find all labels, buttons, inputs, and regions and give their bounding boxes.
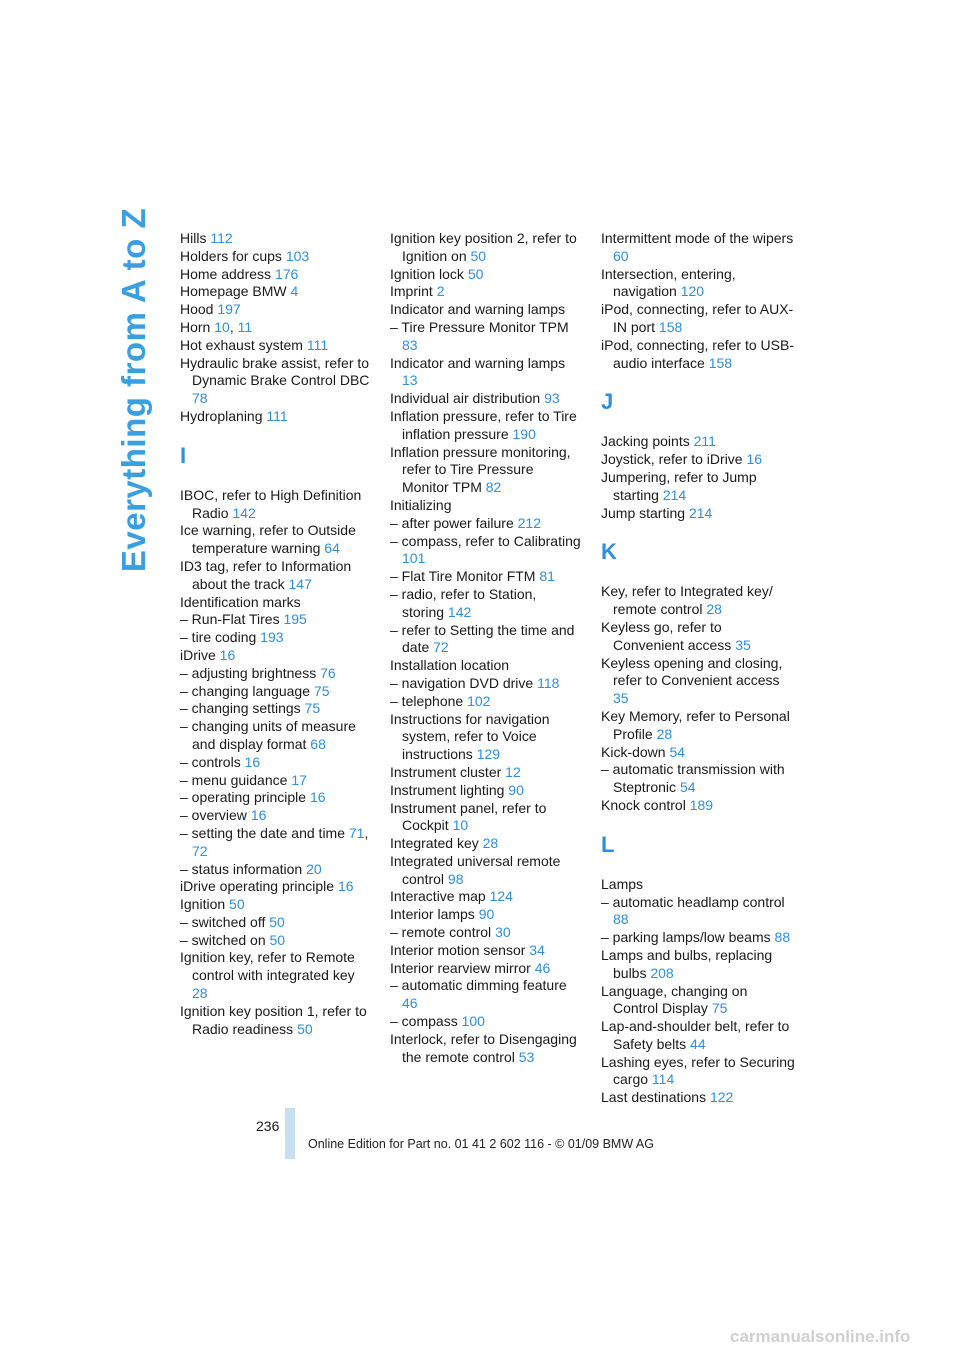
index-entry-text: Interactive map xyxy=(390,888,486,905)
index-entry xyxy=(390,1031,582,1067)
index-entry-text: Ignition key, refer to Remote control with integrated key xyxy=(180,949,355,984)
index-entry-text: Ignition lock xyxy=(390,265,464,282)
index-entry xyxy=(601,230,796,266)
page-reference-link[interactable]: 124 xyxy=(489,888,513,905)
index-entry-text: – changing language xyxy=(180,682,311,699)
index-column-3 xyxy=(601,230,796,1107)
index-entry xyxy=(390,764,582,782)
page-reference-link[interactable]: 83 xyxy=(402,336,418,353)
page-reference-link[interactable]: 88 xyxy=(774,929,791,946)
index-entry-text: Lap-and-shoulder belt, refer to Safety belts xyxy=(601,1018,790,1052)
page-reference-link[interactable]: 75 xyxy=(304,700,321,717)
index-entry xyxy=(390,355,582,391)
index-entry xyxy=(180,594,370,612)
index-entry-text: Initializing xyxy=(390,496,452,513)
page-reference-link[interactable]: 103 xyxy=(285,247,310,264)
index-entry xyxy=(601,337,796,373)
index-entry xyxy=(180,700,370,718)
index-entry xyxy=(180,248,370,266)
page-reference-link[interactable]: 28 xyxy=(656,725,673,742)
index-entry xyxy=(180,665,370,683)
index-entry-text: – status information xyxy=(180,860,303,877)
page-reference-link[interactable]: 60 xyxy=(613,247,629,264)
index-entry-text: Individual air distribution xyxy=(390,390,541,407)
page-reference-link[interactable]: 30 xyxy=(495,924,511,941)
index-entry-text: Instrument cluster xyxy=(390,763,502,780)
index-entry xyxy=(601,929,796,947)
index-entry-text: Integrated universal remote control xyxy=(390,852,561,887)
index-entry-text: Ignition xyxy=(180,896,226,913)
page-reference-link[interactable]: 101 xyxy=(402,550,426,567)
index-entry xyxy=(390,835,582,853)
index-entry xyxy=(390,283,582,301)
page-reference-link[interactable]: 76 xyxy=(320,664,336,681)
index-entry-text: Keyless go, refer to Convenient access xyxy=(601,618,732,653)
index-entry-text: Interior rearview mirror xyxy=(390,959,531,976)
index-entry xyxy=(180,949,370,1002)
index-entry xyxy=(390,693,582,711)
index-entry-text: – switched off xyxy=(180,913,266,930)
page-reference-link[interactable]: 176 xyxy=(274,265,299,282)
index-entry-text: Instrument panel, refer to Cockpit xyxy=(390,799,547,834)
page-reference-link[interactable]: 4 xyxy=(290,283,299,300)
page-reference-link[interactable]: 147 xyxy=(288,575,312,592)
index-entry xyxy=(390,622,582,658)
page-reference-link[interactable]: 158 xyxy=(658,318,683,335)
index-entry-text: – Flat Tire Monitor FTM xyxy=(390,568,536,585)
index-entry xyxy=(180,266,370,284)
page-reference-link[interactable]: 102 xyxy=(467,692,491,709)
index-entry-text: – automatic headlamp control xyxy=(601,893,785,910)
index-entry-text: – Tire Pressure Monitor TPM xyxy=(390,318,569,335)
index-entry-text: Home address xyxy=(180,265,272,282)
page-reference-link[interactable]: 214 xyxy=(688,504,713,521)
page-reference-link[interactable]: 75 xyxy=(313,682,330,699)
index-entry-text: Hydroplaning xyxy=(180,407,263,424)
index-entry xyxy=(180,283,370,301)
page-reference-link[interactable]: 50 xyxy=(229,896,245,913)
index-entry xyxy=(601,761,796,797)
page-reference-link[interactable]: 72 xyxy=(433,639,449,656)
page-reference-link[interactable]: 35 xyxy=(735,636,751,653)
index-entry xyxy=(390,266,582,284)
index-entry xyxy=(601,947,796,983)
index-entry xyxy=(390,230,582,266)
page-reference-link[interactable]: 50 xyxy=(297,1020,313,1037)
index-entry xyxy=(180,230,370,248)
index-entry xyxy=(180,754,370,772)
page-reference-link[interactable]: 50 xyxy=(269,913,285,930)
index-entry-text: iPod, connecting, refer to USB-audio interface xyxy=(601,336,794,371)
index-entry xyxy=(601,876,796,894)
index-entry-text: – automatic dimming feature xyxy=(390,977,567,994)
index-entry-text: – switched on xyxy=(180,931,266,948)
side-title-text: Everything from A to Z xyxy=(115,207,152,573)
index-entry xyxy=(180,355,370,408)
index-entry xyxy=(601,451,796,469)
index-entry-text: – radio, refer to Station, storing xyxy=(390,585,537,620)
page-reference-link[interactable]: 158 xyxy=(708,354,733,371)
page-reference-link[interactable]: 88 xyxy=(613,911,629,928)
page-reference-link[interactable]: 129 xyxy=(476,746,501,763)
index-entry xyxy=(390,533,582,569)
page-reference-link[interactable]: 68 xyxy=(310,735,326,752)
index-entry xyxy=(390,800,582,836)
index-entry-text: Language, changing on Control Display xyxy=(601,982,748,1017)
index-letter-heading: K xyxy=(601,539,617,565)
index-entry xyxy=(390,960,582,978)
page-reference-link[interactable]: 54 xyxy=(669,743,686,760)
index-entry xyxy=(601,797,796,815)
index-entry-text: Inflation pressure, refer to Tire inflation pressure xyxy=(390,407,577,442)
index-entry-text: – after power failure xyxy=(390,514,514,531)
index-entry xyxy=(601,655,796,708)
index-entry xyxy=(601,433,796,451)
page-reference-link[interactable]: 118 xyxy=(537,674,560,691)
page-reference-link[interactable]: 50 xyxy=(269,931,286,948)
page-reference-link[interactable]: 208 xyxy=(650,964,674,981)
page-reference-link[interactable]: 44 xyxy=(690,1035,706,1052)
page-reference-link[interactable]: 64 xyxy=(324,540,340,557)
index-entry-text: Kick-down xyxy=(601,743,666,760)
page-reference-link[interactable]: 90 xyxy=(508,781,524,798)
index-entry xyxy=(601,505,796,523)
index-entry xyxy=(180,337,370,355)
index-entry xyxy=(390,1013,582,1031)
page-reference-link[interactable]: 81 xyxy=(539,568,555,585)
index-entry-text: Knock control xyxy=(601,796,686,813)
index-entry xyxy=(390,888,582,906)
index-entry xyxy=(601,266,796,302)
page-reference-link[interactable]: 10 xyxy=(214,318,230,335)
page-reference-link[interactable]: 111 xyxy=(306,336,329,353)
index-entry-text: Key Memory, refer to Personal Profile xyxy=(601,707,790,742)
index-entry-text: Instrument lighting xyxy=(390,781,505,798)
index-entry-text: – automatic transmission with Steptronic xyxy=(601,761,785,796)
footer-edition-text: Online Edition for Part no. 01 41 2 602 116 - © 01/09 BMW AG xyxy=(308,1137,654,1151)
page-reference-link[interactable]: 16 xyxy=(337,878,354,895)
index-entry xyxy=(390,390,582,408)
index-entry-text: – controls xyxy=(180,753,241,770)
index-entry-text: Hills xyxy=(180,230,207,246)
page-reference-link[interactable]: 28 xyxy=(706,601,722,618)
index-entry-text: iPod, connecting, refer to AUX-IN port xyxy=(601,301,794,335)
page-reference-link[interactable]: 114 xyxy=(651,1071,675,1088)
page-reference-link[interactable]: 50 xyxy=(467,265,484,282)
page-reference-link[interactable]: 90 xyxy=(478,906,495,923)
page-reference-link[interactable]: 112 xyxy=(210,230,233,246)
page-reference-link[interactable]: 197 xyxy=(217,301,241,318)
index-entry-text: Hood xyxy=(180,301,214,318)
page-reference-link[interactable]: 100 xyxy=(461,1013,485,1030)
index-column-1 xyxy=(180,230,370,1038)
index-entry-text: Jumpering, refer to Jump starting xyxy=(601,468,757,503)
index-entry xyxy=(390,924,582,942)
index-entry xyxy=(390,568,582,586)
index-entry xyxy=(601,744,796,762)
index-entry-text: Key, refer to Integrated key/ remote control xyxy=(601,583,773,618)
page-reference-link[interactable]: 78 xyxy=(192,390,208,407)
index-entry xyxy=(601,1089,796,1107)
index-letter-heading: I xyxy=(180,442,187,468)
index-entry xyxy=(180,629,370,647)
index-entry-text: Instructions for navigation system, refer to Voice instructions xyxy=(390,710,550,763)
index-entry-text: Hydraulic brake assist, refer to Dynamic Brake Control DBC xyxy=(180,354,370,389)
index-entry-text: Interior lamps xyxy=(390,906,475,923)
index-entry-text: Holders for cups xyxy=(180,247,282,264)
page-number: 236 xyxy=(256,1118,280,1134)
index-letter-heading: J xyxy=(601,389,614,415)
index-entry xyxy=(601,894,796,930)
index-entry xyxy=(180,1003,370,1039)
index-entry-text: Lashing eyes, refer to Securing cargo xyxy=(601,1053,795,1088)
page-reference-link[interactable]: 122 xyxy=(709,1089,734,1106)
page-reference-link[interactable]: 28 xyxy=(192,985,208,1002)
index-entry: – setting the date and time 71, 72 xyxy=(180,824,369,859)
index-entry xyxy=(180,878,370,896)
index-entry-text: – refer to Setting the time and date xyxy=(390,621,575,656)
index-entry xyxy=(390,497,582,515)
index-entry-text: Indicator and warning lamps xyxy=(390,354,566,371)
index-entry xyxy=(601,1054,796,1090)
index-entry-text: – changing settings xyxy=(180,700,301,717)
page-reference-link[interactable]: 50 xyxy=(470,247,487,264)
page-reference-link[interactable]: 120 xyxy=(680,283,705,300)
page-reference-link[interactable]: 16 xyxy=(219,646,236,663)
page-reference-link[interactable]: 93 xyxy=(544,390,560,407)
index-entry-text: – overview xyxy=(180,807,247,824)
index-entry xyxy=(180,896,370,914)
page-reference-link[interactable]: 212 xyxy=(517,514,541,531)
index-entry-text: – changing units of measure and display format xyxy=(180,718,356,752)
index-entry-text: ID3 tag, refer to Information about the track xyxy=(180,557,352,592)
footer-accent-bar xyxy=(285,1108,295,1159)
page-reference-link[interactable]: 72 xyxy=(192,842,208,859)
index-entry-text: – Run-Flat Tires xyxy=(180,611,280,628)
index-entry-text: Joystick, refer to iDrive xyxy=(601,451,743,468)
page-reference-link[interactable]: 46 xyxy=(402,995,418,1012)
index-entry-text: Intersection, entering, navigation xyxy=(601,265,736,300)
page-reference-link[interactable]: 10 xyxy=(452,817,469,834)
page-reference-link[interactable]: 111 xyxy=(266,407,288,424)
index-entry xyxy=(390,301,582,319)
page-reference-link[interactable]: 11 xyxy=(237,318,253,335)
index-entry-text: Keyless opening and closing, refer to Convenient access xyxy=(601,654,783,689)
index-entry-text: – remote control xyxy=(390,924,492,941)
index-entry-text: – compass xyxy=(390,1013,458,1030)
index-entry: Horn 10, 11 xyxy=(180,318,253,335)
page-reference-link[interactable]: 46 xyxy=(534,959,551,976)
index-letter-heading: L xyxy=(601,831,615,857)
index-entry-text: Interior motion sensor xyxy=(390,941,526,958)
page-reference-link[interactable]: 16 xyxy=(309,789,326,806)
page-reference-link[interactable]: 193 xyxy=(260,629,284,646)
page-reference-link[interactable]: 16 xyxy=(244,753,261,770)
index-entry xyxy=(390,675,582,693)
index-entry-text: – setting the date and time xyxy=(180,824,345,841)
index-entry xyxy=(601,619,796,655)
page-reference-link[interactable]: 2 xyxy=(436,283,445,300)
index-entry xyxy=(390,444,582,497)
page-reference-link[interactable]: 17 xyxy=(291,771,307,788)
page-reference-link[interactable]: 20 xyxy=(306,860,322,877)
index-entry-text: Identification marks xyxy=(180,593,301,610)
index-entry-text: iDrive operating principle xyxy=(180,878,335,895)
index-entry xyxy=(180,861,370,879)
index-entry-text: Lamps and bulbs, replacing bulbs xyxy=(601,946,773,981)
index-entry xyxy=(601,469,796,505)
index-entry-text: Imprint xyxy=(390,283,433,300)
index-entry-text: – telephone xyxy=(390,692,464,709)
index-entry-text: Horn xyxy=(180,318,211,335)
index-entry-text: Jump starting xyxy=(601,504,686,521)
page-reference-link[interactable]: 195 xyxy=(283,611,307,628)
page-reference-link[interactable]: 214 xyxy=(662,486,687,503)
index-entry-text: Last destinations xyxy=(601,1089,707,1106)
page-reference-link[interactable]: 98 xyxy=(447,870,464,887)
index-entry xyxy=(390,977,582,1013)
page-reference-link[interactable]: 35 xyxy=(613,690,629,707)
index-entry xyxy=(390,853,582,889)
index-entry-text: – compass, refer to Calibrating xyxy=(390,532,581,549)
page-reference-link[interactable]: 190 xyxy=(512,425,536,442)
index-entry-text: – operating principle xyxy=(180,789,307,806)
index-entry-text: iDrive xyxy=(180,646,216,663)
index-entry-text: – parking lamps/low beams xyxy=(601,929,771,946)
index-entry-text: Intermittent mode of the wipers xyxy=(601,230,794,246)
index-entry xyxy=(180,301,370,319)
page-reference-link[interactable]: 142 xyxy=(447,603,472,620)
index-entry-text: Hot exhaust system xyxy=(180,336,303,353)
page-reference-link[interactable]: 16 xyxy=(746,451,763,468)
index-entry xyxy=(180,807,370,825)
index-entry xyxy=(390,586,582,622)
page-reference-link[interactable]: 71 xyxy=(348,824,365,841)
index-entry xyxy=(180,647,370,665)
page-reference-link[interactable]: 142 xyxy=(232,504,256,521)
index-entry-text: Homepage BMW xyxy=(180,283,287,300)
index-entry xyxy=(390,319,582,355)
index-entry xyxy=(390,782,582,800)
index-entry xyxy=(180,408,370,426)
page-reference-link[interactable]: 16 xyxy=(250,807,267,824)
page-reference-link[interactable]: 34 xyxy=(529,941,545,958)
page-reference-link[interactable]: 28 xyxy=(482,835,499,852)
index-entry-text: Jacking points xyxy=(601,433,690,450)
index-entry xyxy=(390,711,582,764)
page-reference-link[interactable]: 53 xyxy=(518,1048,535,1065)
index-entry xyxy=(390,408,582,444)
index-entry xyxy=(180,558,370,594)
index-entry xyxy=(601,983,796,1019)
index-entry-text: – navigation DVD drive xyxy=(390,674,534,691)
index-entry xyxy=(180,772,370,790)
index-entry-text: – menu guidance xyxy=(180,771,288,788)
index-entry xyxy=(180,487,370,523)
page-reference-link[interactable]: 54 xyxy=(679,779,696,796)
page-reference-link[interactable]: 75 xyxy=(711,1000,728,1017)
index-entry xyxy=(180,789,370,807)
section-side-title xyxy=(114,207,154,573)
index-entry-text: Integrated key xyxy=(390,835,479,852)
page-reference-link[interactable]: 12 xyxy=(505,763,521,780)
index-entry xyxy=(180,932,370,950)
index-entry xyxy=(180,611,370,629)
index-entry xyxy=(390,942,582,960)
index-entry-text: Ignition key position 1, refer to Radio readiness xyxy=(180,1002,367,1037)
index-entry xyxy=(180,683,370,701)
index-entry xyxy=(601,583,796,619)
index-entry-text: Interlock, refer to Disengaging the remote control xyxy=(390,1030,577,1065)
page-reference-link[interactable]: 189 xyxy=(689,796,714,813)
index-entry xyxy=(390,515,582,533)
index-entry-text: Ice warning, refer to Outside temperature warning xyxy=(180,522,356,557)
page-reference-link[interactable]: 82 xyxy=(485,479,502,496)
index-entry-text: – tire coding xyxy=(180,629,257,646)
index-entry-text: IBOC, refer to High Definition Radio xyxy=(180,486,362,521)
index-entry xyxy=(601,1018,796,1054)
index-entry-text: Lamps xyxy=(601,875,644,892)
index-entry-text: – adjusting brightness xyxy=(180,664,317,681)
page-reference-link[interactable]: 211 xyxy=(693,433,716,450)
index-entry xyxy=(390,906,582,924)
index-entry-text: Ignition key position 2, refer to Ignition on xyxy=(390,230,577,264)
index-entry-text: Installation location xyxy=(390,657,510,674)
index-entry-text: Inflation pressure monitoring, refer to Tire Pressure Monitor TPM xyxy=(390,443,571,496)
index-entry xyxy=(180,522,370,558)
index-entry xyxy=(180,914,370,932)
index-entry xyxy=(180,718,370,754)
index-entry xyxy=(601,708,796,744)
index-entry xyxy=(601,301,796,337)
index-entry-text: Indicator and warning lamps xyxy=(390,301,566,318)
index-column-2 xyxy=(390,230,582,1066)
page-reference-link[interactable]: 13 xyxy=(402,372,418,389)
watermark: carmanualsonline.info xyxy=(730,1327,911,1346)
index-entry xyxy=(390,657,582,675)
